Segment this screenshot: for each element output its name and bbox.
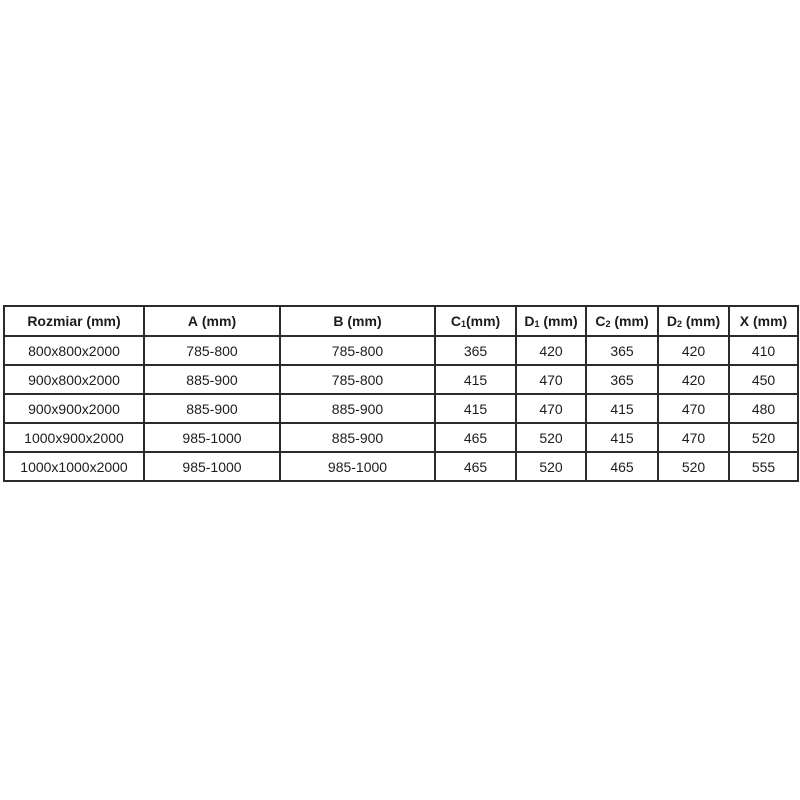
table-cell: 470 (516, 365, 586, 394)
column-header-unit: (mm) (343, 313, 382, 329)
table-cell: 985-1000 (144, 452, 280, 481)
table-cell: 420 (516, 336, 586, 365)
table-row (4, 336, 798, 365)
column-header-unit: (mm) (749, 313, 788, 329)
table-cell: 415 (435, 394, 516, 423)
table-cell: 985-1000 (144, 423, 280, 452)
table-cell: 365 (586, 365, 658, 394)
column-header-d2 (658, 306, 729, 336)
column-header-label: D (524, 313, 535, 329)
column-header-label: B (333, 313, 344, 329)
column-header-unit: (mm) (198, 313, 237, 329)
table-cell: 465 (435, 452, 516, 481)
table-cell: 420 (658, 336, 729, 365)
table-cell-size: 1000x900x2000 (4, 423, 144, 452)
column-header-label: A (187, 313, 198, 329)
page (3, 305, 799, 482)
table-cell: 785-800 (280, 365, 435, 394)
spec-table (3, 305, 799, 482)
table-cell: 520 (729, 423, 798, 452)
column-header-d1 (516, 306, 586, 336)
table-cell-size: 1000x1000x2000 (4, 452, 144, 481)
table-row (4, 423, 798, 452)
column-header-subscript: 2 (605, 319, 611, 329)
table-cell-size: 900x800x2000 (4, 365, 144, 394)
column-header-c1 (435, 306, 516, 336)
table-cell: 470 (516, 394, 586, 423)
column-header-unit: (mm) (82, 313, 121, 329)
column-header-subscript: 1 (534, 319, 540, 329)
table-cell: 520 (516, 423, 586, 452)
column-header-label: Rozmiar (27, 313, 83, 329)
header-row (4, 306, 798, 336)
table-cell: 365 (586, 336, 658, 365)
column-header-rozmiar (4, 306, 144, 336)
table-cell: 415 (586, 394, 658, 423)
column-header-unit: (mm) (539, 313, 578, 329)
table-row (4, 394, 798, 423)
column-header-subscript: 1 (460, 319, 466, 329)
table-row (4, 365, 798, 394)
table-cell: 885-900 (280, 423, 435, 452)
table-cell: 785-800 (144, 336, 280, 365)
table-cell: 420 (658, 365, 729, 394)
column-header-unit: (mm) (610, 313, 649, 329)
table-cell: 520 (658, 452, 729, 481)
table-cell: 465 (435, 423, 516, 452)
column-header-c2 (586, 306, 658, 336)
column-header-label: X (739, 313, 750, 329)
column-header-label: D (666, 313, 677, 329)
table-cell: 785-800 (280, 336, 435, 365)
table-cell: 450 (729, 365, 798, 394)
column-header-unit: (mm) (682, 313, 721, 329)
table-cell-size: 800x800x2000 (4, 336, 144, 365)
column-header-unit: (mm) (465, 313, 501, 329)
table-cell: 470 (658, 394, 729, 423)
table-cell: 465 (586, 452, 658, 481)
table-cell: 470 (658, 423, 729, 452)
table-cell: 885-900 (144, 365, 280, 394)
table-cell: 555 (729, 452, 798, 481)
table-cell: 415 (586, 423, 658, 452)
table-cell: 885-900 (280, 394, 435, 423)
table-row (4, 452, 798, 481)
column-header-b (280, 306, 435, 336)
column-header-label: C (450, 313, 461, 329)
column-header-subscript: 2 (676, 319, 682, 329)
table-cell: 480 (729, 394, 798, 423)
table-cell: 415 (435, 365, 516, 394)
column-header-x (729, 306, 798, 336)
column-header-label: C (595, 313, 606, 329)
table-cell: 885-900 (144, 394, 280, 423)
table-cell: 520 (516, 452, 586, 481)
table-cell: 410 (729, 336, 798, 365)
table-cell: 365 (435, 336, 516, 365)
column-header-a (144, 306, 280, 336)
table-cell: 985-1000 (280, 452, 435, 481)
table-cell-size: 900x900x2000 (4, 394, 144, 423)
